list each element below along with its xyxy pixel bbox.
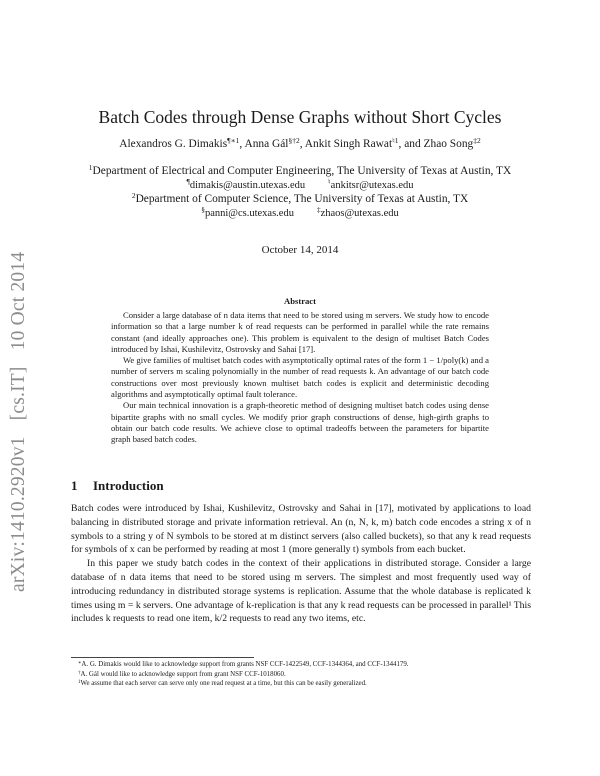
paper-title: Batch Codes through Dense Graphs without Short Cycles — [98, 107, 502, 127]
section-heading — [71, 478, 164, 494]
section-title: Introduction — [93, 478, 164, 493]
email-mark: ♮ — [327, 177, 331, 186]
email-entry[interactable] — [201, 205, 294, 219]
abstract-paragraph: We give families of multiset batch codes with asymptotically optimal rates of the form 1 − 1/poly(k) and a number of servers m scaling polynomially in the number of read requests k. An advantage of our batch code constructions over most previously known multiset batch codes is explicit and deterministic decoding algorithms and asymptotically optimal fault tolerance. — [111, 355, 489, 400]
author-separator: , and — [398, 138, 424, 150]
paper-date: October 14, 2014 — [261, 244, 339, 256]
email-mark: ¶ — [186, 177, 190, 186]
footnote-text: A. G. Dimakis would like to acknowledge support from grants NSF CCF-1422549, CCF-1344364, and CCF-1344179. — [81, 661, 409, 668]
author-marks: ¶∗1 — [227, 136, 240, 145]
email-entry[interactable] — [316, 205, 399, 219]
affiliation-1 — [0, 165, 600, 179]
footnote — [78, 679, 538, 689]
email-address[interactable]: zhaos@utexas.edu — [320, 208, 399, 219]
arxiv-category: [cs.IT] — [8, 366, 29, 421]
section-body — [71, 502, 531, 626]
author-name: Alexandros G. Dimakis — [119, 138, 228, 150]
email-entry[interactable] — [327, 177, 414, 191]
email-line-1 — [0, 179, 600, 193]
author-marks: §†2 — [288, 136, 300, 145]
footnotes — [78, 660, 538, 689]
body-paragraph: In this paper we study batch codes in the context of their applications in distributed storage. Consider a large database of n data items that need to be stored using m servers. The simplest and most frequently used way of introducing redundancy in distributed storage systems is replication. Assume that the whole database is replicated k times using m = k servers. One advantage of k-replication is that any k read requests can be processed in parallel¹ This includes k requests to read one item, k/2 requests to read any two items, etc. — [71, 558, 531, 625]
footnote — [78, 660, 538, 670]
footnote-mark: † — [78, 670, 81, 676]
email-line-2 — [0, 207, 600, 221]
abstract-paragraph: Consider a large database of n data items that need to be stored using m servers. We study how to encode information so that a large number k of read requests can be performed in parallel while the rate remains constant (and ideally approaches one). This problem is equivalent to the design of multiset Batch Codes introduced by Ishai, Kushilevitz, Ostrovsky and Sahai [17]. — [111, 310, 489, 354]
author-list — [0, 138, 600, 150]
email-address[interactable]: ankitsr@utexas.edu — [330, 180, 414, 191]
author-separator: , — [239, 138, 245, 150]
abstract-body — [111, 310, 489, 446]
email-address[interactable]: panni@cs.utexas.edu — [204, 208, 294, 219]
footnote-text: A. Gál would like to acknowledge support from grant NSF CCF-1018060. — [80, 670, 286, 678]
footnote-mark: ∗ — [78, 661, 82, 666]
author-name: Anna Gál — [244, 138, 289, 150]
affiliation-text: Department of Computer Science, The University of Texas at Austin, TX — [135, 193, 469, 205]
author-name: Ankit Singh Rawat — [304, 138, 393, 150]
author-separator: , — [299, 138, 305, 150]
affiliation-2 — [0, 193, 600, 207]
arxiv-date: 10 Oct 2014 — [8, 251, 29, 351]
abstract-heading: Abstract — [284, 296, 316, 306]
author-marks: ‡2 — [473, 136, 481, 145]
footnote-mark: 1 — [78, 680, 81, 685]
author-name: Zhao Song — [423, 138, 474, 150]
affiliation-text: Department of Electrical and Computer Engineering, The University of Texas at Austin, TX — [92, 165, 512, 177]
author-marks: ♮1 — [392, 136, 399, 145]
footnote-divider — [71, 657, 254, 658]
footnote-text: We assume that each server can serve only one read request at a time, but this can be easily generalized. — [80, 680, 367, 687]
footnote — [78, 670, 538, 680]
affiliation-mark: 2 — [131, 191, 136, 200]
email-address[interactable]: dimakis@austin.utexas.edu — [189, 180, 306, 191]
body-paragraph: Batch codes were introduced by Ishai, Kushilevitz, Ostrovsky and Sahai in [17], motivated by applications to load balancing in distributed storage and private information retrieval. An (n, N, k, m) batch code encodes a string x of n symbols to a string y of N symbols to be stored at m distinct servers (also called buckets), so that any k read requests for symbols of x can be performed by reading at most 1 (more generally t) symbols from each bucket. — [71, 503, 531, 556]
arxiv-id: arXiv:1410.2920v1 — [8, 436, 29, 592]
email-mark: ‡ — [316, 205, 321, 214]
abstract-paragraph: Our main technical innovation is a graph-theoretic method of designing multiset batch codes using dense bipartite graphs with no small cycles. We modify prior graph constructions of dense, high-girth graphs to obtain our batch code results. We achieve close to optimal tradeoffs between the parameters for bipartite graph based batch codes. — [111, 400, 489, 445]
section-number: 1 — [71, 478, 78, 493]
email-mark: § — [201, 205, 205, 214]
email-entry[interactable] — [186, 177, 306, 191]
affiliation-mark: 1 — [88, 163, 93, 172]
